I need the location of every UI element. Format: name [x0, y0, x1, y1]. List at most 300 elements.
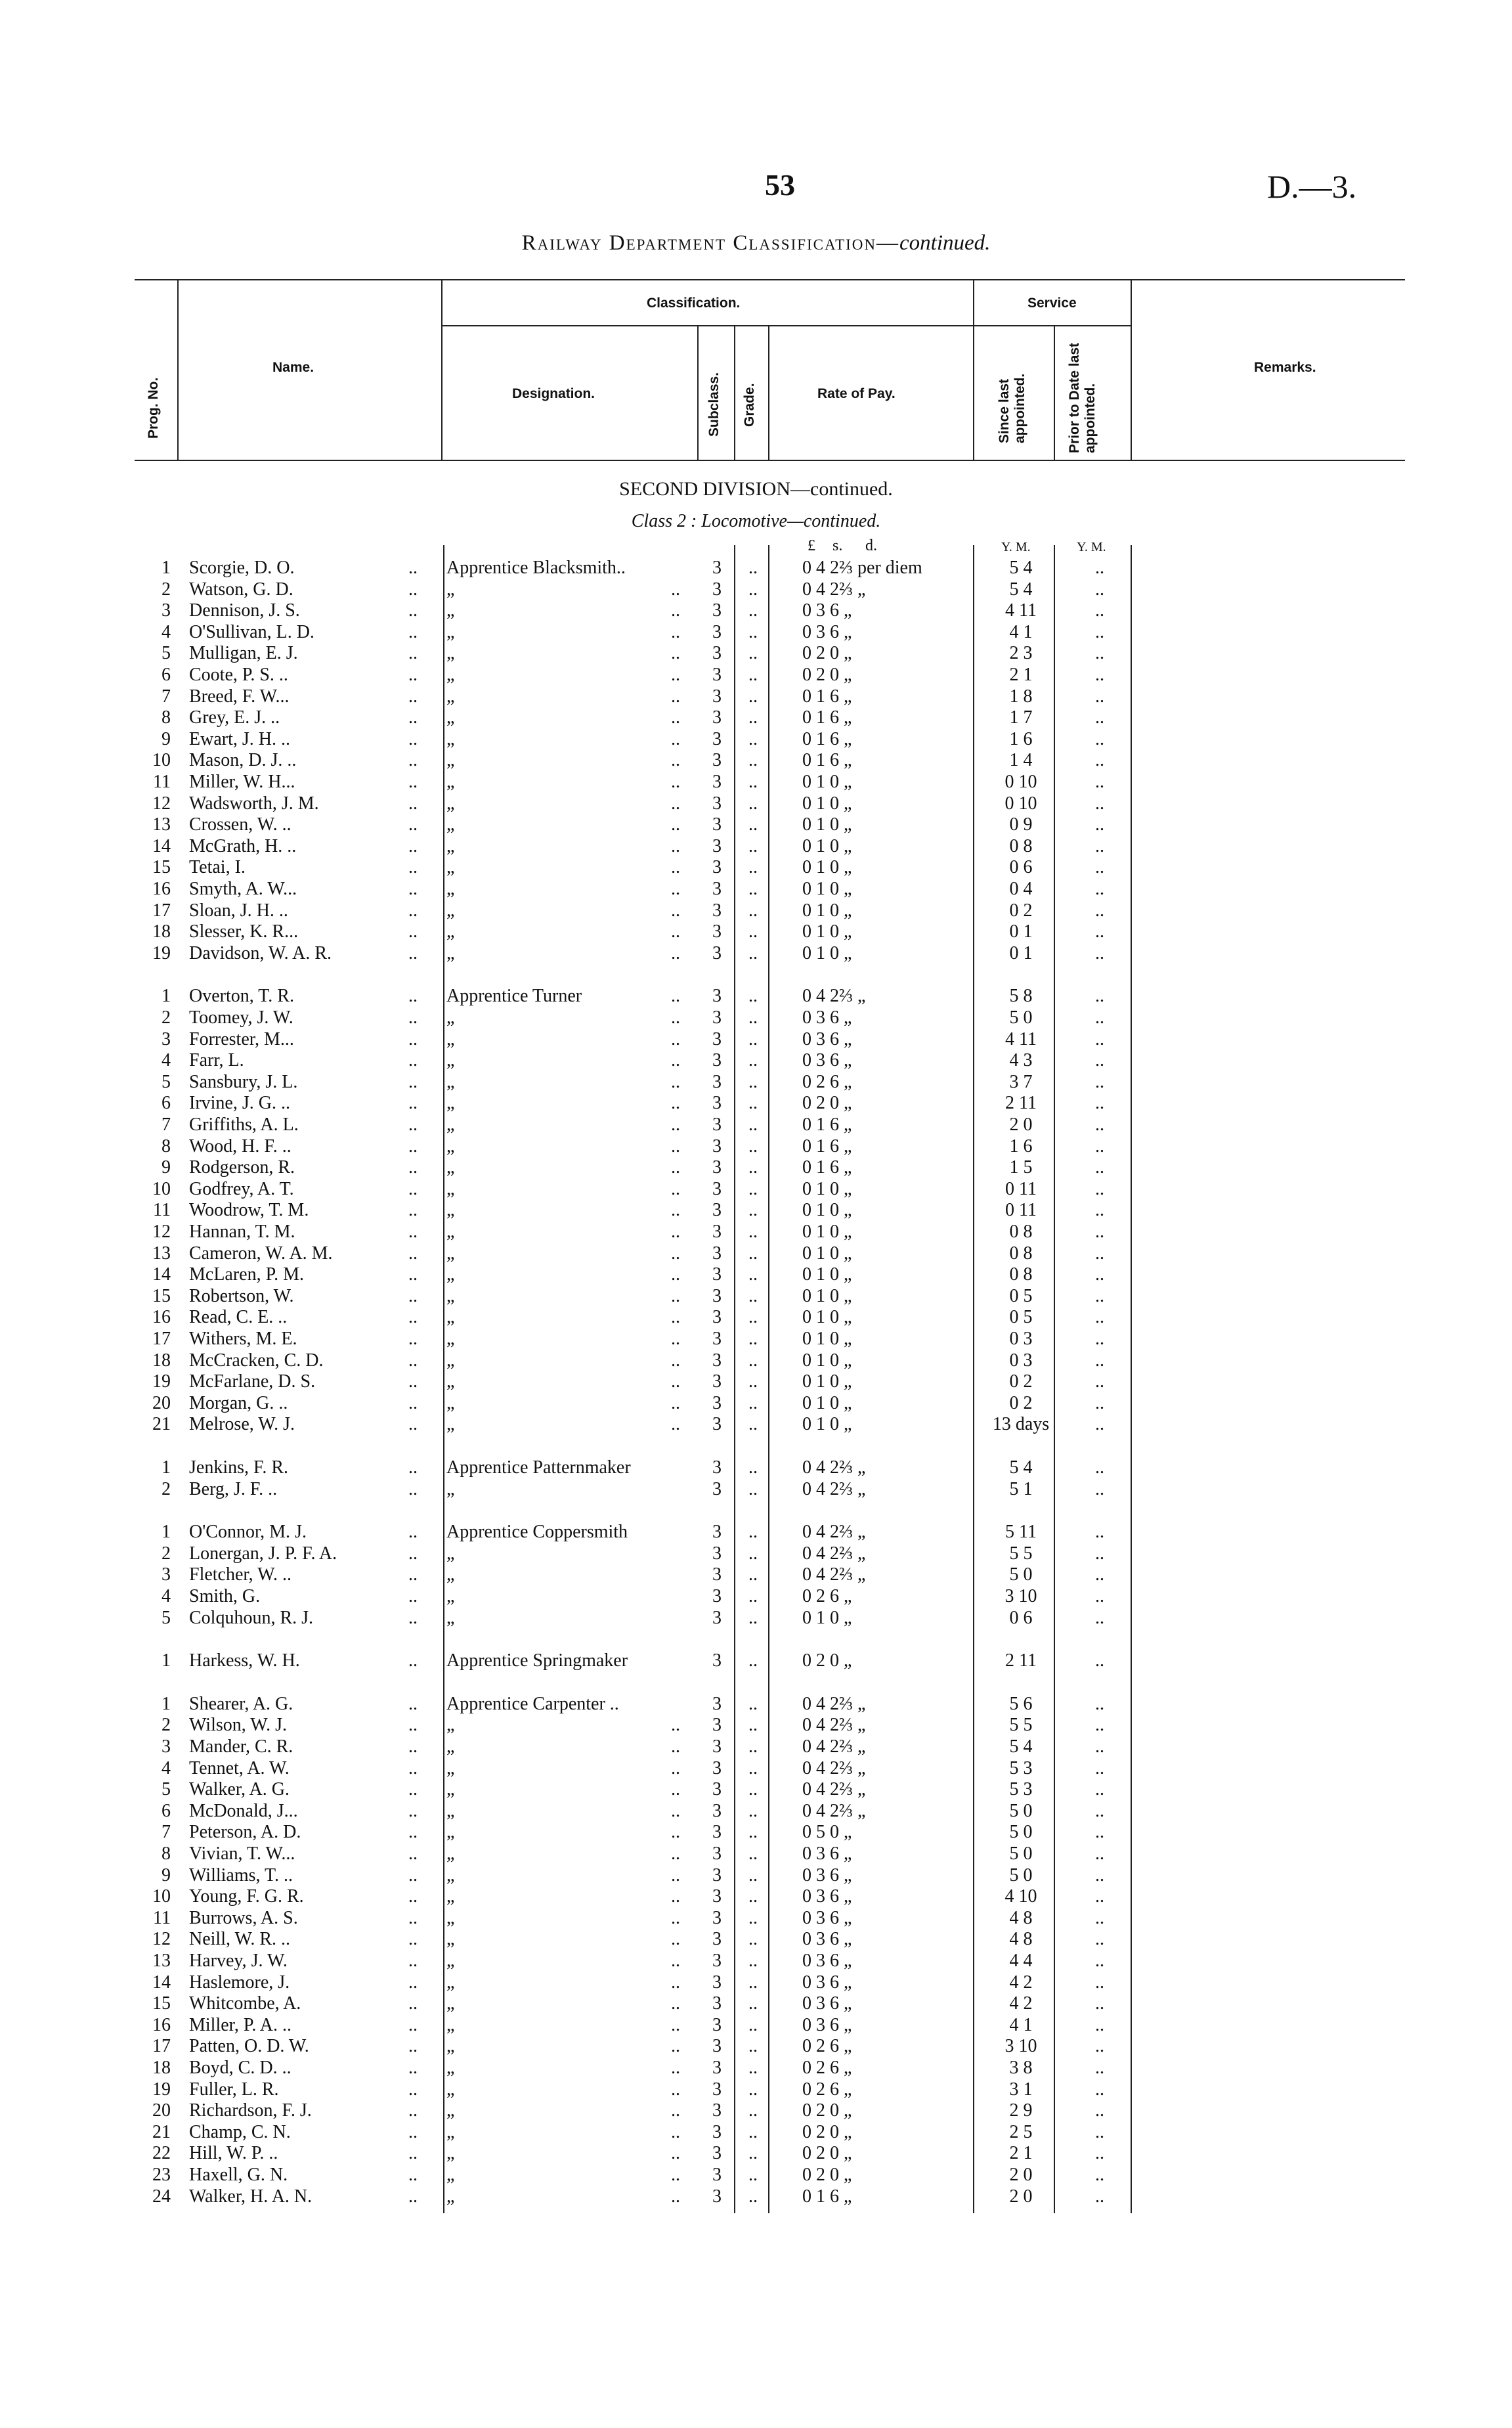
cell-pay: 0 1 0 „ — [802, 1371, 852, 1392]
cell-sub: 3 — [712, 665, 722, 685]
cell-sub: 3 — [712, 1800, 722, 1821]
table-row — [0, 771, 1512, 793]
cell-gr: .. — [748, 1886, 758, 1907]
cell-name: Morgan, G. .. — [189, 1392, 288, 1413]
cell-des: „ — [446, 793, 455, 814]
cell-no: 10 — [152, 1886, 171, 1907]
cell-dots2: .. — [671, 1178, 680, 1199]
cell-name: Slesser, K. R... — [189, 921, 299, 942]
cell-dots1: .. — [408, 1607, 418, 1628]
document-reference: D.—3. — [1267, 168, 1357, 205]
cell-prior: .. — [1095, 2186, 1104, 2207]
header-subclass: Subclass. — [706, 372, 722, 437]
header-top-rule — [135, 279, 1405, 280]
cell-since: 5 0 — [1009, 1822, 1033, 1843]
cell-no: 13 — [152, 814, 171, 835]
cell-prior: .. — [1095, 1457, 1104, 1478]
cell-since: 13 days — [992, 1414, 1050, 1435]
table-row — [0, 1950, 1512, 1972]
cell-dots2: .. — [671, 2165, 680, 2185]
cell-since: 1 7 — [1009, 707, 1033, 728]
cell-prior: .. — [1095, 1522, 1104, 1543]
cell-dots2: .. — [671, 1350, 680, 1371]
table-row — [0, 878, 1512, 900]
cell-name: Miller, P. A. .. — [189, 2014, 292, 2035]
cell-prior: .. — [1095, 1715, 1104, 1736]
cell-dots1: .. — [408, 2014, 418, 2035]
cell-des: „ — [446, 2058, 455, 2078]
table-row — [0, 2057, 1512, 2079]
table-row — [0, 2100, 1512, 2121]
cell-des: „ — [446, 835, 455, 856]
section-subtitle: Class 2 : Locomotive—continued. — [631, 511, 881, 531]
cell-des: Apprentice Blacksmith.. — [446, 558, 626, 578]
cell-since: 2 5 — [1009, 2121, 1033, 2142]
cell-prior: .. — [1095, 835, 1104, 856]
cell-prior: .. — [1095, 1178, 1104, 1199]
cell-dots1: .. — [408, 1264, 418, 1285]
cell-sub: 3 — [712, 793, 722, 814]
cell-name: Farr, L. — [189, 1050, 244, 1071]
cell-des: „ — [446, 942, 455, 963]
cell-prior: .. — [1095, 1050, 1104, 1071]
cell-no: 13 — [152, 1243, 171, 1264]
cell-pay: 0 4 2⅔ „ — [802, 1693, 866, 1714]
cell-pay: 0 1 6 „ — [802, 1136, 852, 1157]
cell-since: 4 3 — [1009, 1050, 1033, 1071]
cell-sub: 3 — [712, 1564, 722, 1585]
cell-prior: .. — [1095, 579, 1104, 600]
cell-no: 22 — [152, 2143, 171, 2164]
cell-prior: .. — [1095, 686, 1104, 707]
cell-no: 20 — [152, 2100, 171, 2121]
cell-dots2: .. — [671, 643, 680, 664]
table-row — [0, 1457, 1512, 1478]
table-row — [0, 664, 1512, 686]
cell-pay: 0 1 0 „ — [802, 1414, 852, 1435]
table-row — [0, 1865, 1512, 1886]
cell-prior: .. — [1095, 1371, 1104, 1392]
cell-prior: .. — [1095, 1779, 1104, 1800]
cell-no: 12 — [152, 1222, 171, 1242]
cell-name: Sloan, J. H. .. — [189, 900, 288, 921]
cell-name: Overton, T. R. — [189, 986, 294, 1007]
cell-dots1: .. — [408, 2058, 418, 2078]
cell-sub: 3 — [712, 1093, 722, 1114]
cell-dots2: .. — [671, 772, 680, 792]
cell-no: 19 — [152, 942, 171, 963]
cell-prior: .. — [1095, 1285, 1104, 1306]
cell-dots2: .. — [671, 2079, 680, 2100]
cell-since: 2 3 — [1009, 643, 1033, 664]
cell-pay: 0 4 2⅔ „ — [802, 1478, 866, 1499]
cell-name: McLaren, P. M. — [189, 1264, 304, 1285]
cell-dots2: .. — [671, 1307, 680, 1328]
cell-sub: 3 — [712, 1736, 722, 1757]
cell-des: „ — [446, 1993, 455, 2014]
cell-sub: 3 — [712, 2186, 722, 2207]
table-row — [0, 1371, 1512, 1392]
cell-gr: .. — [748, 728, 758, 749]
cell-des: „ — [446, 814, 455, 835]
cell-no: 5 — [162, 1071, 171, 1092]
cell-prior: .. — [1095, 1243, 1104, 1264]
table-row — [0, 921, 1512, 942]
cell-no: 8 — [162, 1136, 171, 1157]
table-row — [0, 814, 1512, 835]
cell-pay: 0 2 0 „ — [802, 2100, 852, 2121]
cell-name: Dennison, J. S. — [189, 600, 300, 621]
cell-des: „ — [446, 2079, 455, 2100]
cell-dots1: .. — [408, 1929, 418, 1950]
cell-since: 4 2 — [1009, 1993, 1033, 2014]
cell-des: „ — [446, 1371, 455, 1392]
cell-name: Mulligan, E. J. — [189, 643, 298, 664]
cell-no: 9 — [162, 1157, 171, 1178]
cell-pay: 0 1 0 „ — [802, 1285, 852, 1306]
cell-des: „ — [446, 707, 455, 728]
cell-pay: 0 2 6 „ — [802, 2036, 852, 2057]
table-row — [0, 1585, 1512, 1607]
cell-dots2: .. — [671, 1136, 680, 1157]
cell-sub: 3 — [712, 1779, 722, 1800]
cell-dots2: .. — [671, 1843, 680, 1864]
cell-pay: 0 1 0 „ — [802, 1243, 852, 1264]
cell-sub: 3 — [712, 2036, 722, 2057]
cell-name: Read, C. E. .. — [189, 1307, 288, 1328]
cell-dots2: .. — [671, 2121, 680, 2142]
cell-pay: 0 1 6 „ — [802, 686, 852, 707]
cell-dots1: .. — [408, 1414, 418, 1435]
cell-no: 16 — [152, 2014, 171, 2035]
cell-gr: .. — [748, 2100, 758, 2121]
table-row — [0, 1650, 1512, 1671]
table-row — [0, 2164, 1512, 2186]
cell-gr: .. — [748, 2165, 758, 2185]
cell-gr: .. — [748, 1307, 758, 1328]
cell-prior: .. — [1095, 1843, 1104, 1864]
cell-dots2: .. — [671, 1222, 680, 1242]
cell-dots1: .. — [408, 1478, 418, 1499]
cell-since: 5 3 — [1009, 1779, 1033, 1800]
cell-gr: .. — [748, 1136, 758, 1157]
cell-sub: 3 — [712, 1586, 722, 1606]
cell-sub: 3 — [712, 2165, 722, 2185]
cell-sub: 3 — [712, 750, 722, 771]
cell-sub: 3 — [712, 1071, 722, 1092]
cell-prior: .. — [1095, 1007, 1104, 1028]
cell-since: 3 7 — [1009, 1071, 1033, 1092]
table-row — [0, 1607, 1512, 1629]
cell-name: Irvine, J. G. .. — [189, 1093, 290, 1114]
cell-pay: 0 1 0 „ — [802, 857, 852, 878]
cell-dots1: .. — [408, 1843, 418, 1864]
cell-prior: .. — [1095, 1392, 1104, 1413]
cell-pay: 0 1 6 „ — [802, 707, 852, 728]
table-row — [0, 600, 1512, 621]
cell-gr: .. — [748, 1371, 758, 1392]
cell-gr: .. — [748, 686, 758, 707]
cell-sub: 3 — [712, 1115, 722, 1135]
cell-dots1: .. — [408, 1736, 418, 1757]
cell-pay: 0 3 6 „ — [802, 1907, 852, 1928]
cell-dots2: .. — [671, 1007, 680, 1028]
cell-sub: 3 — [712, 2058, 722, 2078]
cell-dots2: .. — [671, 835, 680, 856]
cell-no: 5 — [162, 1779, 171, 1800]
cell-des: „ — [446, 1243, 455, 1264]
cell-prior: .. — [1095, 621, 1104, 642]
cell-prior: .. — [1095, 2079, 1104, 2100]
cell-dots2: .. — [671, 1157, 680, 1178]
cell-des: „ — [446, 1478, 455, 1499]
cell-since: 0 6 — [1009, 1607, 1033, 1628]
cell-dots2: .. — [671, 1800, 680, 1821]
cell-dots2: .. — [671, 1285, 680, 1306]
table-row — [0, 1972, 1512, 1993]
header-prior-to-date: Prior to Date last appointed. — [1067, 342, 1098, 453]
cell-gr: .. — [748, 1157, 758, 1178]
table-row — [0, 1478, 1512, 1500]
cell-sub: 3 — [712, 942, 722, 963]
cell-prior: .. — [1095, 1307, 1104, 1328]
cell-no: 1 — [162, 1650, 171, 1671]
cell-sub: 3 — [712, 1307, 722, 1328]
cell-dots2: .. — [671, 1329, 680, 1349]
unit-years-months: Y. M. — [1001, 540, 1031, 554]
cell-prior: .. — [1095, 558, 1104, 578]
cell-dots1: .. — [408, 1136, 418, 1157]
cell-dots1: .. — [408, 728, 418, 749]
cell-name: Toomey, J. W. — [189, 1007, 293, 1028]
cell-no: 12 — [152, 1929, 171, 1950]
cell-name: Lonergan, J. P. F. A. — [189, 1543, 337, 1564]
cell-no: 6 — [162, 1093, 171, 1114]
cell-pay: 0 1 0 „ — [802, 1264, 852, 1285]
cell-no: 11 — [153, 772, 171, 792]
cell-prior: .. — [1095, 793, 1104, 814]
cell-des: Apprentice Springmaker — [446, 1650, 628, 1671]
cell-pay: 0 2 6 „ — [802, 2079, 852, 2100]
cell-name: Scorgie, D. O. — [189, 558, 295, 578]
cell-since: 5 5 — [1009, 1543, 1033, 1564]
cell-dots1: .. — [408, 2165, 418, 2185]
cell-prior: .. — [1095, 1907, 1104, 1928]
cell-since: 5 11 — [1005, 1522, 1037, 1543]
cell-pay: 0 2 6 „ — [802, 2058, 852, 2078]
header-bottom-rule — [135, 460, 1405, 461]
cell-dots2: .. — [671, 579, 680, 600]
cell-dots1: .. — [408, 1222, 418, 1242]
table-row — [0, 2121, 1512, 2143]
cell-dots2: .. — [671, 665, 680, 685]
cell-dots1: .. — [408, 665, 418, 685]
cell-no: 21 — [152, 1414, 171, 1435]
cell-since: 0 8 — [1009, 1222, 1033, 1242]
cell-no: 3 — [162, 1564, 171, 1585]
cell-prior: .. — [1095, 1822, 1104, 1843]
cell-prior: .. — [1095, 1607, 1104, 1628]
cell-dots1: .. — [408, 1243, 418, 1264]
cell-dots1: .. — [408, 1457, 418, 1478]
table-row — [0, 1114, 1512, 1136]
cell-dots1: .. — [408, 1972, 418, 1993]
cell-dots2: .. — [671, 1929, 680, 1950]
cell-prior: .. — [1095, 1886, 1104, 1907]
cell-prior: .. — [1095, 1028, 1104, 1049]
cell-since: 0 10 — [1004, 772, 1037, 792]
cell-sub: 3 — [712, 1693, 722, 1714]
cell-prior: .. — [1095, 986, 1104, 1007]
cell-no: 19 — [152, 2079, 171, 2100]
cell-des: „ — [446, 1907, 455, 1928]
cell-gr: .. — [748, 2036, 758, 2057]
table-row — [0, 642, 1512, 664]
cell-pay: 0 1 0 „ — [802, 1607, 852, 1628]
col-rule-8 — [1131, 279, 1132, 460]
cell-since: 0 3 — [1009, 1350, 1033, 1371]
cell-des: „ — [446, 1822, 455, 1843]
cell-since: 4 1 — [1009, 2014, 1033, 2035]
cell-name: Watson, G. D. — [189, 579, 293, 600]
cell-prior: .. — [1095, 2014, 1104, 2035]
cell-gr: .. — [748, 1478, 758, 1499]
cell-prior: .. — [1095, 2058, 1104, 2078]
unit-years-months-prior: Y. M. — [1077, 540, 1106, 554]
cell-prior: .. — [1095, 1800, 1104, 1821]
table-row — [0, 1928, 1512, 1950]
cell-des: „ — [446, 1564, 455, 1585]
cell-since: 5 0 — [1009, 1843, 1033, 1864]
cell-sub: 3 — [712, 1522, 722, 1543]
page-number: 53 — [765, 168, 795, 202]
cell-no: 7 — [162, 1115, 171, 1135]
cell-gr: .. — [748, 579, 758, 600]
cell-pay: 0 1 6 „ — [802, 750, 852, 771]
cell-name: Smyth, A. W... — [189, 879, 297, 899]
cell-pay: 0 3 6 „ — [802, 621, 852, 642]
cell-gr: .. — [748, 2058, 758, 2078]
cell-since: 4 10 — [1004, 1886, 1037, 1907]
table-row — [0, 1071, 1512, 1093]
cell-dots2: .. — [671, 2100, 680, 2121]
cell-sub: 3 — [712, 879, 722, 899]
cell-des: „ — [446, 2121, 455, 2142]
cell-gr: .. — [748, 1050, 758, 1071]
cell-sub: 3 — [712, 1843, 722, 1864]
cell-des: „ — [446, 1972, 455, 1993]
cell-sub: 3 — [712, 1757, 722, 1778]
cell-dots1: .. — [408, 2100, 418, 2121]
title-main: Railway Department Classification— — [521, 231, 900, 255]
cell-prior: .. — [1095, 900, 1104, 921]
cell-name: O'Connor, M. J. — [189, 1522, 307, 1543]
cell-no: 8 — [162, 1843, 171, 1864]
cell-no: 12 — [152, 793, 171, 814]
cell-dots1: .. — [408, 707, 418, 728]
cell-dots1: .. — [408, 835, 418, 856]
cell-no: 2 — [162, 579, 171, 600]
table-row — [0, 1714, 1512, 1736]
cell-dots2: .. — [671, 1243, 680, 1264]
cell-des: „ — [446, 1929, 455, 1950]
table-row — [0, 1285, 1512, 1307]
cell-name: Shearer, A. G. — [189, 1693, 293, 1714]
cell-dots1: .. — [408, 558, 418, 578]
cell-pay: 0 4 2⅔ „ — [802, 1715, 866, 1736]
cell-des: „ — [446, 2143, 455, 2164]
cell-prior: .. — [1095, 1264, 1104, 1285]
table-row — [0, 1843, 1512, 1865]
cell-pay: 0 3 6 „ — [802, 1865, 852, 1886]
cell-prior: .. — [1095, 2121, 1104, 2142]
cell-since: 4 8 — [1009, 1929, 1033, 1950]
cell-des: „ — [446, 772, 455, 792]
cell-sub: 3 — [712, 1350, 722, 1371]
cell-no: 14 — [152, 1264, 171, 1285]
cell-since: 0 5 — [1009, 1307, 1033, 1328]
header-remarks: Remarks. — [1254, 360, 1316, 375]
cell-gr: .. — [748, 1222, 758, 1242]
cell-name: Breed, F. W... — [189, 686, 290, 707]
cell-des: „ — [446, 1843, 455, 1864]
cell-gr: .. — [748, 1929, 758, 1950]
cell-dots1: .. — [408, 1392, 418, 1413]
cell-name: Rodgerson, R. — [189, 1157, 295, 1178]
cell-des: „ — [446, 2100, 455, 2121]
cell-name: Walker, A. G. — [189, 1779, 290, 1800]
cell-sub: 3 — [712, 1907, 722, 1928]
cell-dots1: .. — [408, 1285, 418, 1306]
cell-dots1: .. — [408, 1307, 418, 1328]
cell-gr: .. — [748, 558, 758, 578]
cell-pay: 0 2 0 „ — [802, 2165, 852, 2185]
table-row — [0, 1564, 1512, 1585]
cell-gr: .. — [748, 2079, 758, 2100]
cell-des: „ — [446, 1350, 455, 1371]
cell-sub: 3 — [712, 986, 722, 1007]
cell-dots1: .. — [408, 814, 418, 835]
cell-dots2: .. — [671, 1414, 680, 1435]
cell-des: „ — [446, 1050, 455, 1071]
cell-gr: .. — [748, 2014, 758, 2035]
cell-dots1: .. — [408, 1350, 418, 1371]
cell-gr: .. — [748, 835, 758, 856]
cell-name: Jenkins, F. R. — [189, 1457, 289, 1478]
table-row — [0, 1007, 1512, 1028]
cell-no: 4 — [162, 1050, 171, 1071]
col-rule-6 — [973, 279, 974, 460]
cell-name: Grey, E. J. .. — [189, 707, 280, 728]
cell-dots2: .. — [671, 879, 680, 899]
cell-no: 9 — [162, 728, 171, 749]
cell-dots2: .. — [671, 814, 680, 835]
table-row — [0, 1886, 1512, 1907]
cell-no: 4 — [162, 621, 171, 642]
cell-since: 0 5 — [1009, 1285, 1033, 1306]
cell-pay: 0 2 6 „ — [802, 1586, 852, 1606]
cell-no: 11 — [153, 1200, 171, 1221]
cell-gr: .. — [748, 2143, 758, 2164]
header-designation: Designation. — [512, 386, 595, 401]
cell-since: 5 6 — [1009, 1693, 1033, 1714]
cell-dots1: .. — [408, 2079, 418, 2100]
cell-no: 16 — [152, 879, 171, 899]
cell-sub: 3 — [712, 600, 722, 621]
cell-sub: 3 — [712, 1007, 722, 1028]
cell-dots1: .. — [408, 1757, 418, 1778]
cell-des: „ — [446, 1607, 455, 1628]
